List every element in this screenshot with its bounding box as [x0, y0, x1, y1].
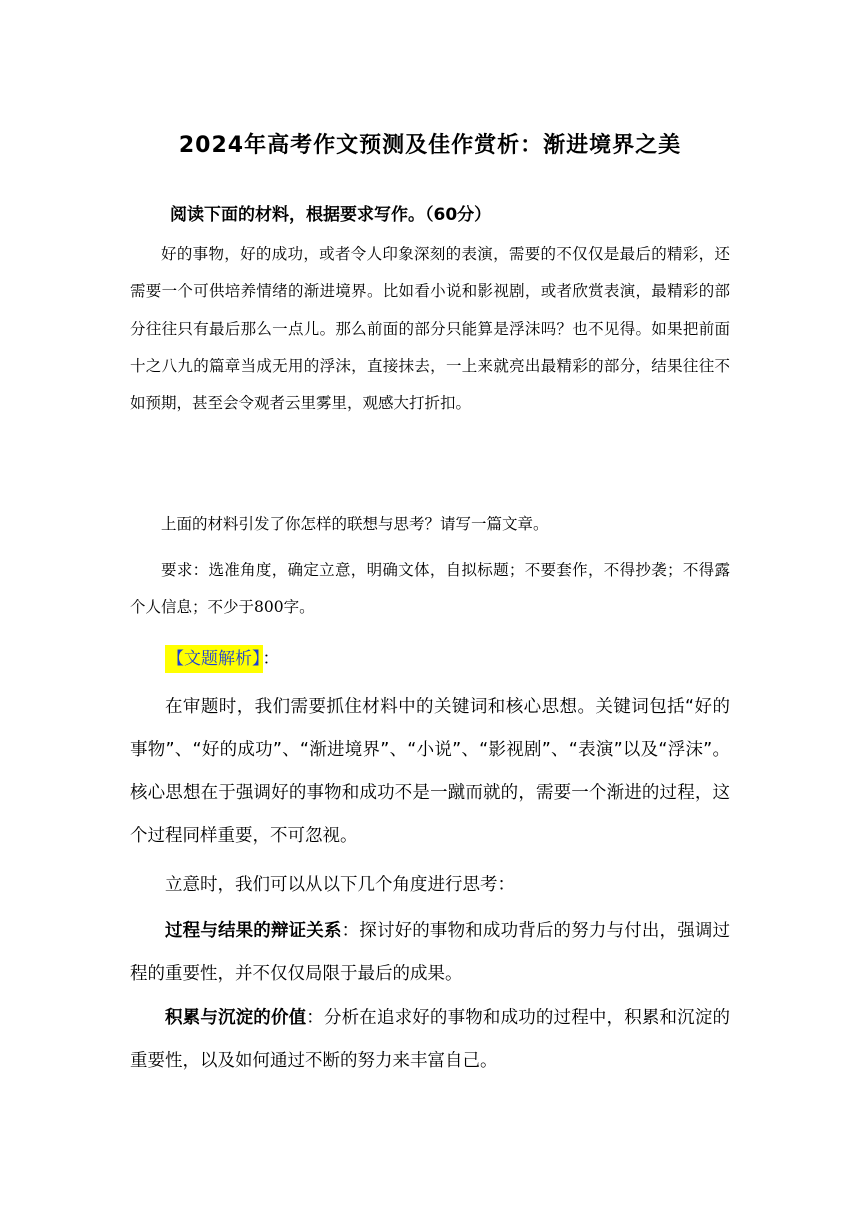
angle-paragraph-1 — [130, 910, 730, 996]
angle-2-text: ：分析在追求好的事物和成功的过程中，积累和沉淀的重要性，以及如何通过不断的努力来丰富自己。 — [130, 1008, 731, 1071]
analysis-heading-highlight: 【文题解析】 — [165, 645, 263, 673]
document-title: 2024年高考作文预测及佳作赏析：渐进境界之美 — [178, 133, 682, 158]
angle-1-text: ：探讨好的事物和成功背后的努力与付出，强调过程的重要性，并不仅仅局限于最后的成果。 — [130, 921, 731, 984]
analysis-paragraph-1: 在审题时，我们需要抓住材料中的关键词和核心思想。关键词包括“好的事物”、“好的成功”、“渐进境界”、“小说”、“影视剧”、“表演”以及“浮沫”。核心思想在于强调好的事物和成功不是一蹴而就的，需要一个渐进的过程，这个过程同样重要，不可忽视。 — [130, 697, 730, 846]
angle-2-title: 积累与沉淀的价值 — [165, 1008, 307, 1028]
angle-1-title: 过程与结果的辩证关系 — [165, 921, 342, 941]
question-paragraph: 上面的材料引发了你怎样的联想与思考？请写一篇文章。 — [161, 515, 549, 533]
analysis-paragraph-2: 立意时，我们可以从以下几个角度进行思考： — [165, 875, 515, 895]
angle-paragraph-2 — [130, 997, 730, 1083]
requirements-paragraph: 要求：选准角度，确定立意，明确文体，自拟标题；不要套作，不得抄袭；不得露个人信息；不少于800字。 — [130, 561, 730, 617]
material-paragraph: 好的事物，好的成功，或者令人印象深刻的表演，需要的不仅仅是最后的精彩，还需要一个可供培养情绪的渐进境界。比如看小说和影视剧，或者欣赏表演，最精彩的部分往往只有最后那么一点儿。那么前面的部分只能算是浮沫吗？也不见得。如果把前面十之八九的篇章当成无用的浮沫，直接抹去，一上来就亮出最精彩的部分，结果往往不如预期，甚至会令观者云里雾里，观感大打折扣。 — [130, 245, 730, 413]
analysis-heading-colon: ： — [262, 649, 280, 669]
writing-instruction: 阅读下面的材料，根据要求写作。（60分） — [170, 205, 492, 225]
analysis-heading — [165, 642, 280, 676]
